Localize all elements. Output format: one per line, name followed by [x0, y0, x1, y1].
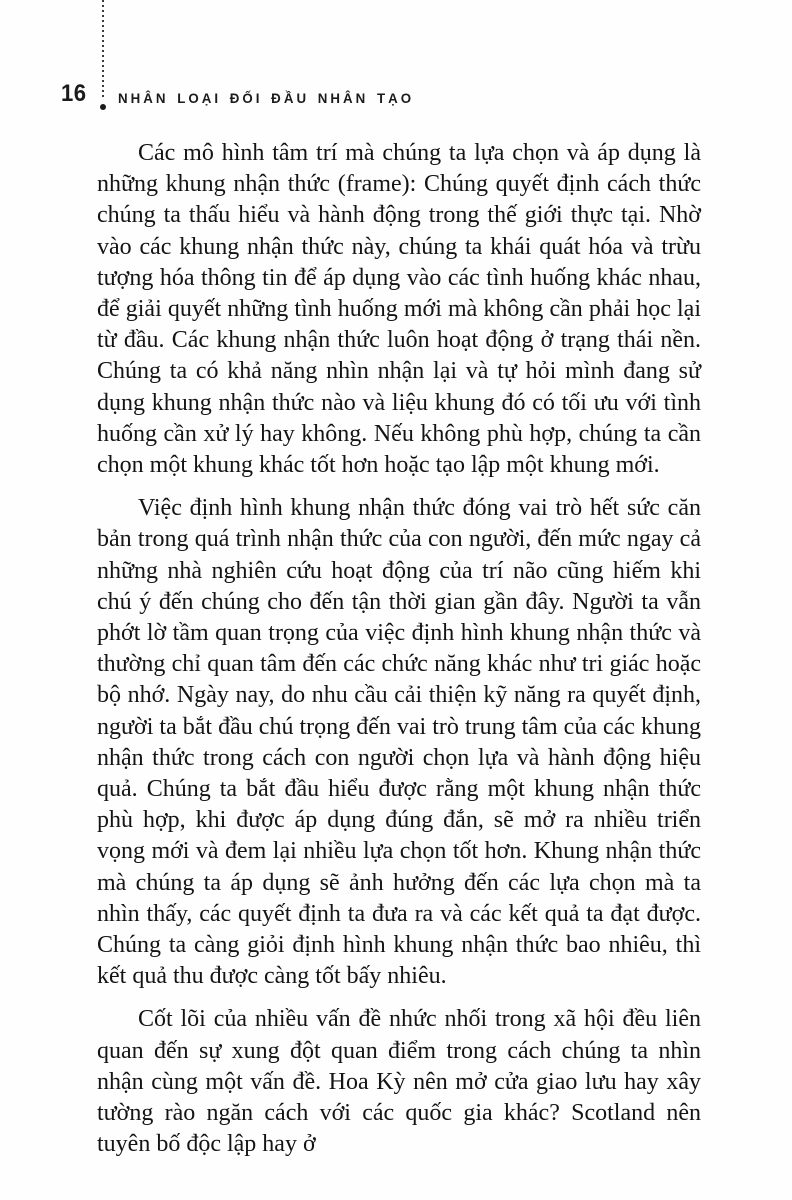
paragraph: Cốt lõi của nhiều vấn đề nhức nhối trong xã hội đều liên quan đến sự xung đột quan điểm trong cách chúng ta nhìn nhận cùng một vấn đề. Hoa Kỳ nên mở cửa giao lưu hay xây tường rào ngăn cách với các quốc gia khác? Scotland nên tuyên bố độc lập hay ở [97, 1006, 701, 1158]
paragraph: Các mô hình tâm trí mà chúng ta lựa chọn và áp dụng là những khung nhận thức (frame): Chúng quyết định cách thức chúng ta thấu hiểu và hành động trong thế giới thực tại. Nhờ vào các khung nhận thức này, chúng ta khái quát hóa và trừu tượng hóa thông tin để áp dụng vào các tình huống khác nhau, để giải quyết những tình huống mới mà không cần phải học lại từ đầu. Các khung nhận thức luôn hoạt động ở trạng thái nền. Chúng ta có khả năng nhìn nhận lại và tự hỏi mình đang sử dụng khung nhận thức nào và liệu khung đó có tối ưu với tình huống cần xử lý hay không. Nếu không phù hợp, chúng ta cần chọn một khung khác tốt hơn hoặc tạo lập một khung mới. [97, 140, 701, 479]
paragraph: Việc định hình khung nhận thức đóng vai trò hết sức căn bản trong quá trình nhận thức của con người, đến mức ngay cả những nhà nghiên cứu hoạt động của trí não cũng hiếm khi chú ý đến chúng cho đến tận thời gian gần đây. Người ta vẫn phớt lờ tầm quan trọng của việc định hình khung nhận thức và thường chỉ quan tâm đến các chức năng khác như tri giác hoặc bộ nhớ. Ngày nay, do nhu cầu cải thiện kỹ năng ra quyết định, người ta bắt đầu chú trọng đến vai trò trung tâm của các khung nhận thức trong cách con người chọn lựa và hành động hiệu quả. Chúng ta bắt đầu hiểu được rằng một khung nhận thức phù hợp, khi được áp dụng đúng đắn, sẽ mở ra nhiều triển vọng mới và đem lại nhiều lựa chọn tốt hơn. Khung nhận thức mà chúng ta áp dụng sẽ ảnh hưởng đến các lựa chọn mà ta nhìn thấy, các quyết định ta đưa ra và các kết quả ta đạt được. Chúng ta càng giỏi định hình khung nhận thức bao nhiêu, thì kết quả thu được càng tốt bấy nhiêu. [97, 495, 701, 990]
body-text [97, 138, 701, 1173]
page-number: 16 [61, 80, 87, 107]
rule-end-dot [100, 104, 106, 110]
dotted-rule-divider [102, 0, 104, 100]
running-head-title: NHÂN LOẠI ĐỐI ĐẦU NHÂN TẠO [118, 90, 415, 106]
